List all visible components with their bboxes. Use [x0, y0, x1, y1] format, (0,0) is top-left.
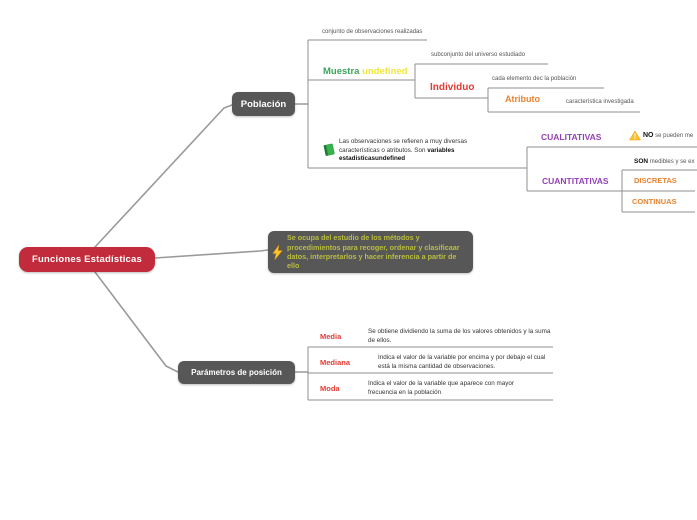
node-cuantitativas[interactable]: CUANTITATIVAS — [542, 176, 609, 186]
warning-icon — [629, 130, 641, 141]
node-parametros-label: Parámetros de posición — [191, 368, 282, 377]
node-poblacion-label: Población — [240, 98, 287, 110]
note-subconjunto[interactable]: subconjunto del universo estudiado — [431, 52, 526, 58]
node-definicion[interactable] — [268, 231, 473, 273]
desc-mediana[interactable]: Indica el valor de la variable por encima y por debajo el cual está la misma cantidad de observaciones. — [378, 354, 546, 370]
desc-moda[interactable]: Indica el valor de la variable que aparece con mayor frecuencia en la población — [368, 380, 514, 396]
node-muestra-label: Muestra — [323, 66, 360, 77]
node-poblacion[interactable] — [232, 92, 295, 116]
son-bold: SON — [634, 158, 649, 165]
note-cada-elemento[interactable]: cada elemento dec la población — [492, 76, 577, 82]
lightning-icon — [272, 245, 283, 260]
root-node-funciones-estadisticas[interactable] — [19, 247, 155, 272]
son-rest: medibles y se ex — [648, 159, 695, 165]
definicion-text: Se ocupa del estudio de los métodos y procedimientos para recoger, ordenar y clasificaar datos, interpretarlos y hacer inferencia a partir de ello — [287, 233, 460, 271]
note-conjunto-observaciones[interactable]: conjunto de observaciones realizadas — [322, 29, 423, 35]
observaciones-text: Las observaciones se refieren a muy diversas características o atributos. Son — [339, 138, 468, 154]
node-mediana[interactable]: Mediana — [320, 358, 351, 367]
green-book-icon — [322, 143, 336, 157]
node-individuo[interactable]: Individuo — [430, 82, 475, 93]
node-atributo[interactable]: Atributo — [505, 94, 540, 104]
no-rest: se pueden me — [653, 133, 694, 139]
desc-media[interactable]: Se obtiene dividiendo la suma de los valores obtenidos y la suma de ellos. — [368, 328, 551, 344]
node-cualitativas[interactable]: CUALITATIVAS — [541, 132, 602, 142]
observaciones-bold: variables estadisticasundefined — [339, 146, 455, 162]
node-moda[interactable]: Moda — [320, 384, 340, 393]
root-node-label: Funciones Estadísticas — [32, 254, 142, 265]
note-caracteristica[interactable]: característica investigada — [566, 99, 634, 105]
node-parametros-posicion[interactable] — [178, 361, 295, 384]
node-discretas[interactable]: DISCRETAS — [634, 176, 677, 185]
node-continuas[interactable]: CONTINUAS — [632, 197, 677, 206]
node-son-medibles[interactable] — [634, 158, 694, 165]
node-muestra[interactable] — [323, 66, 407, 77]
node-media[interactable]: Media — [320, 332, 342, 341]
node-no-se-pueden[interactable] — [643, 132, 693, 139]
node-observaciones[interactable] — [339, 138, 481, 164]
node-muestra-undefined: undefined — [362, 66, 408, 77]
no-bold: NO — [643, 132, 654, 139]
